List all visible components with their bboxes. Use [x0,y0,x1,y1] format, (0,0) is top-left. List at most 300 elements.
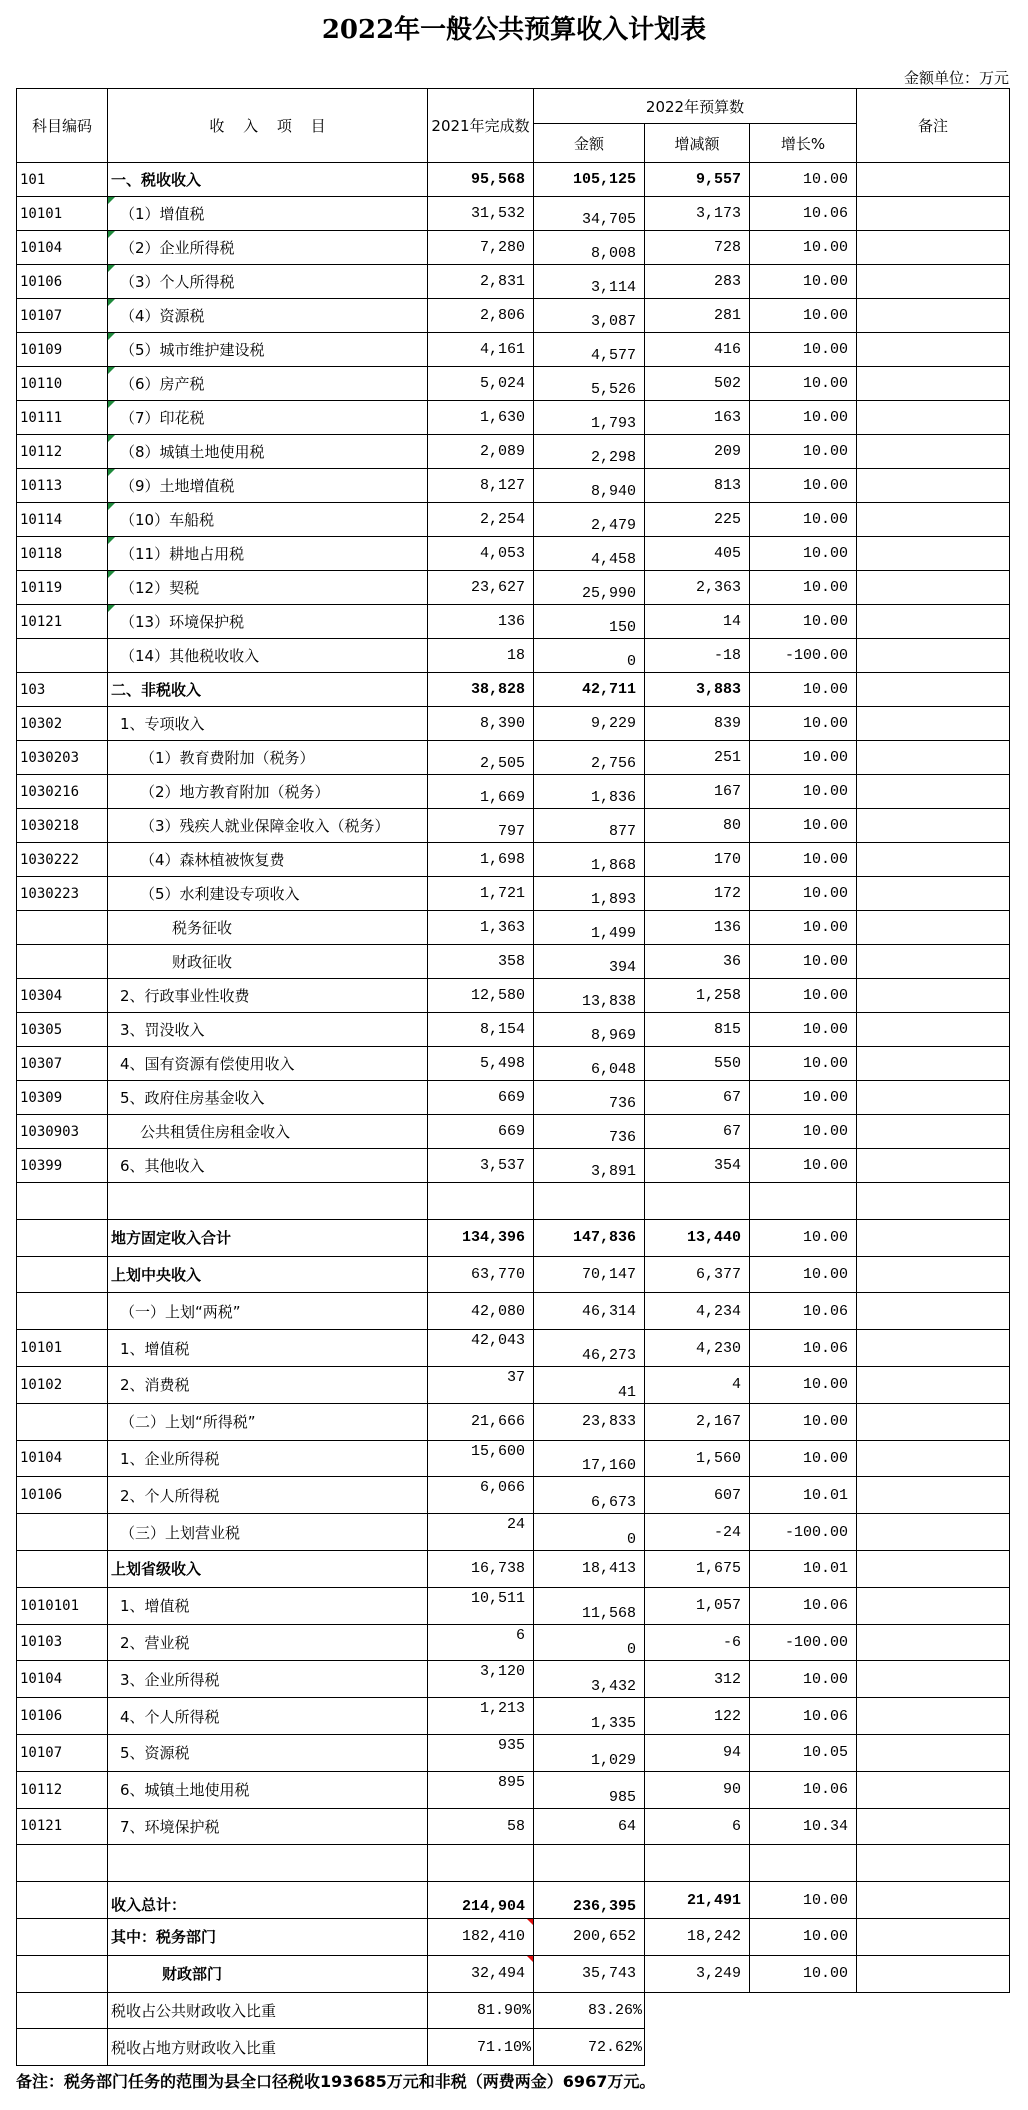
remark-cell [857,1882,1010,1919]
growth-rate-cell: 10.00 [750,1047,857,1081]
change-amount-cell: 416 [645,333,750,367]
change-amount-cell: 225 [645,503,750,537]
remark-cell [857,945,1010,979]
revenue-item-cell: 税收占公共财政收入比重 [108,1992,428,2029]
revenue-item-cell: （14）其他税收收入 [108,639,428,673]
actual-2021-cell: 4,161 [428,333,534,367]
table-row [17,673,1010,707]
table-row [17,333,1010,367]
remark-cell [857,163,1010,197]
remark-cell [857,843,1010,877]
budget-amount-cell: 3,432 [534,1661,645,1698]
budget-amount-cell: 0 [534,1624,645,1661]
subject-code-cell: 10113 [17,469,108,503]
actual-2021-cell: 2,505 [428,741,534,775]
table-row [17,639,1010,673]
growth-rate-cell: 10.00 [750,163,857,197]
table-row [17,1734,1010,1771]
remark-cell [857,911,1010,945]
change-amount-cell: 80 [645,809,750,843]
budget-amount-cell: 736 [534,1115,645,1149]
table-row [17,1550,1010,1587]
table-row [17,707,1010,741]
empty-cell [750,1845,857,1882]
subject-code-cell: 1030222 [17,843,108,877]
growth-rate-cell: 10.06 [750,1587,857,1624]
actual-2021-cell: 8,390 [428,707,534,741]
budget-amount-cell: 2,298 [534,435,645,469]
growth-rate-cell: 10.06 [750,1293,857,1330]
actual-2021-cell: 134,396 [428,1219,534,1256]
budget-amount-cell: 200,652 [534,1918,645,1955]
change-amount-cell: 67 [645,1081,750,1115]
subject-code-cell [17,1256,108,1293]
header-actual-2021: 2021年完成数 [428,89,534,163]
change-amount-cell: 3,249 [645,1955,750,1992]
actual-2021-cell: 95,568 [428,163,534,197]
change-amount-cell: 14 [645,605,750,639]
subject-code-cell [17,1514,108,1551]
budget-amount-cell: 4,458 [534,537,645,571]
actual-2021-cell: 5,498 [428,1047,534,1081]
table-row [17,2029,1010,2066]
change-amount-cell: 728 [645,231,750,265]
growth-rate-cell: 10.00 [750,843,857,877]
growth-rate-cell: 10.00 [750,469,857,503]
remark-cell [857,1587,1010,1624]
remark-cell [857,1115,1010,1149]
header-remark: 备注 [857,89,1010,163]
actual-2021-cell: 1,213 [428,1698,534,1735]
empty-cell [645,1845,750,1882]
budget-amount-cell: 1,836 [534,775,645,809]
budget-amount-cell: 1,499 [534,911,645,945]
table-body [17,163,1010,2066]
remark-cell [857,741,1010,775]
growth-rate-cell: 10.00 [750,741,857,775]
actual-2021-cell: 37 [428,1366,534,1403]
subject-code-cell [17,1882,108,1919]
growth-rate-cell: 10.00 [750,775,857,809]
budget-amount-cell: 1,029 [534,1734,645,1771]
actual-2021-cell: 58 [428,1808,534,1845]
remark-cell [857,1624,1010,1661]
table-row [17,945,1010,979]
revenue-item-cell: （5）水利建设专项收入 [108,877,428,911]
revenue-item-cell: （3）个人所得税 [108,265,428,299]
growth-rate-cell: -100.00 [750,1624,857,1661]
budget-amount-cell: 23,833 [534,1403,645,1440]
subject-code-cell [17,1219,108,1256]
remark-cell [857,1440,1010,1477]
subject-code-cell: 10107 [17,299,108,333]
growth-rate-cell: 10.01 [750,1550,857,1587]
table-row [17,1514,1010,1551]
revenue-item-cell: （13）环境保护税 [108,605,428,639]
budget-amount-cell: 0 [534,639,645,673]
growth-rate-cell: 10.00 [750,1149,857,1183]
growth-rate-cell: 10.00 [750,1882,857,1919]
remark-cell [857,1992,1010,2029]
actual-2021-cell: 895 [428,1771,534,1808]
subject-code-cell [17,1293,108,1330]
budget-amount-cell: 736 [534,1081,645,1115]
revenue-item-cell: 1、增值税 [108,1587,428,1624]
change-amount-cell: 21,491 [645,1882,750,1919]
subject-code-cell: 10302 [17,707,108,741]
growth-rate-cell: 10.00 [750,1256,857,1293]
change-amount-cell: 3,173 [645,197,750,231]
change-amount-cell: 136 [645,911,750,945]
revenue-item-cell: 税务征收 [108,911,428,945]
actual-2021-cell: 8,154 [428,1013,534,1047]
empty-cell [750,1183,857,1220]
growth-rate-cell: 10.00 [750,877,857,911]
revenue-item-cell: （一）上划“两税” [108,1293,428,1330]
table-row [17,435,1010,469]
table-row [17,1330,1010,1367]
table-row [17,911,1010,945]
growth-rate-cell: 10.00 [750,401,857,435]
actual-2021-cell: 16,738 [428,1550,534,1587]
actual-2021-cell: 1,363 [428,911,534,945]
table-row [17,1624,1010,1661]
subject-code-cell: 1030903 [17,1115,108,1149]
revenue-item-cell: 上划省级收入 [108,1550,428,1587]
actual-2021-cell: 935 [428,1734,534,1771]
change-amount-cell: 122 [645,1698,750,1735]
change-amount-cell: 1,675 [645,1550,750,1587]
remark-cell [857,1330,1010,1367]
subject-code-cell: 10307 [17,1047,108,1081]
growth-rate-cell: 10.00 [750,605,857,639]
subject-code-cell: 10101 [17,197,108,231]
remark-cell [857,1403,1010,1440]
revenue-item-cell: 地方固定收入合计 [108,1219,428,1256]
actual-2021-cell: 12,580 [428,979,534,1013]
table-row [17,1081,1010,1115]
revenue-item-cell: （9）土地增值税 [108,469,428,503]
growth-rate-cell: 10.00 [750,911,857,945]
remark-cell [857,469,1010,503]
growth-rate-cell: 10.06 [750,1330,857,1367]
revenue-item-cell: 2、行政事业性收费 [108,979,428,1013]
revenue-item-cell: 2、营业税 [108,1624,428,1661]
change-amount-cell: 354 [645,1149,750,1183]
actual-2021-cell: 2,806 [428,299,534,333]
budget-amount-cell: 2,479 [534,503,645,537]
revenue-item-cell: （6）房产税 [108,367,428,401]
revenue-item-cell: 2、个人所得税 [108,1477,428,1514]
remark-cell [857,1918,1010,1955]
table-row [17,1698,1010,1735]
table-row [17,1918,1010,1955]
subject-code-cell: 10121 [17,605,108,639]
growth-rate-cell: 10.00 [750,673,857,707]
actual-2021-cell: 2,254 [428,503,534,537]
change-amount-cell: 170 [645,843,750,877]
table-row [17,877,1010,911]
budget-amount-cell: 9,229 [534,707,645,741]
subject-code-cell: 10304 [17,979,108,1013]
table-row [17,469,1010,503]
actual-2021-cell: 3,537 [428,1149,534,1183]
subject-code-cell: 1030203 [17,741,108,775]
growth-rate-cell: 10.00 [750,1219,857,1256]
remark-cell [857,197,1010,231]
growth-rate-cell: 10.00 [750,809,857,843]
budget-amount-cell: 6,048 [534,1047,645,1081]
change-amount-cell: 9,557 [645,163,750,197]
change-amount-cell: -24 [645,1514,750,1551]
header-growth: 增长% [750,124,857,163]
subject-code-cell: 10119 [17,571,108,605]
table-row [17,1771,1010,1808]
table-row [17,1661,1010,1698]
table-row [17,1013,1010,1047]
remark-cell [857,231,1010,265]
actual-2021-cell: 669 [428,1081,534,1115]
actual-2021-cell: 136 [428,605,534,639]
growth-rate-cell: 10.01 [750,1477,857,1514]
growth-rate-cell: 10.00 [750,1661,857,1698]
revenue-item-cell: （4）资源税 [108,299,428,333]
budget-amount-cell: 70,147 [534,1256,645,1293]
table-row [17,1293,1010,1330]
growth-rate-cell: 10.00 [750,1115,857,1149]
budget-amount-cell: 1,335 [534,1698,645,1735]
change-amount-cell: 281 [645,299,750,333]
revenue-item-cell: 财政征收 [108,945,428,979]
table-row [17,1992,1010,2029]
change-amount-cell: 36 [645,945,750,979]
growth-rate-cell [750,1992,857,2029]
table-row [17,537,1010,571]
actual-2021-cell: 1,630 [428,401,534,435]
actual-2021-cell: 15,600 [428,1440,534,1477]
empty-cell [645,1183,750,1220]
revenue-item-cell: 5、政府住房基金收入 [108,1081,428,1115]
actual-2021-cell: 32,494 [428,1955,534,1992]
budget-amount-cell: 8,940 [534,469,645,503]
actual-2021-cell: 4,053 [428,537,534,571]
change-amount-cell [645,2029,750,2066]
actual-2021-cell: 42,080 [428,1293,534,1330]
table-header [17,89,1010,163]
budget-amount-cell: 83.26% [534,1992,645,2029]
change-amount-cell: 312 [645,1661,750,1698]
budget-amount-cell: 877 [534,809,645,843]
change-amount-cell: 607 [645,1477,750,1514]
table-row [17,775,1010,809]
budget-amount-cell: 42,711 [534,673,645,707]
revenue-item-cell: 6、城镇土地使用税 [108,1771,428,1808]
actual-2021-cell: 42,043 [428,1330,534,1367]
budget-amount-cell: 72.62% [534,2029,645,2066]
actual-2021-cell: 7,280 [428,231,534,265]
remark-cell [857,605,1010,639]
remark-cell [857,1219,1010,1256]
revenue-item-cell: 3、企业所得税 [108,1661,428,1698]
change-amount-cell: 1,258 [645,979,750,1013]
remark-cell [857,571,1010,605]
budget-amount-cell: 5,526 [534,367,645,401]
actual-2021-cell: 6,066 [428,1477,534,1514]
header-row [17,89,1010,124]
growth-rate-cell: -100.00 [750,1514,857,1551]
change-amount-cell: 4,234 [645,1293,750,1330]
change-amount-cell: 94 [645,1734,750,1771]
table-row [17,1219,1010,1256]
revenue-item-cell: 收入总计： [108,1882,428,1919]
budget-amount-cell: 1,868 [534,843,645,877]
subject-code-cell: 10309 [17,1081,108,1115]
actual-2021-cell: 214,904 [428,1882,534,1919]
change-amount-cell: 405 [645,537,750,571]
empty-cell [17,1845,108,1882]
budget-amount-cell: 25,990 [534,571,645,605]
revenue-item-cell: （2）地方教育附加（税务） [108,775,428,809]
subject-code-cell: 10106 [17,1477,108,1514]
revenue-item-cell: 二、非税收入 [108,673,428,707]
remark-cell [857,401,1010,435]
budget-amount-cell: 41 [534,1366,645,1403]
report-title: 2022年一般公共预算收入计划表 [321,15,707,45]
actual-2021-cell: 6 [428,1624,534,1661]
budget-amount-cell: 6,673 [534,1477,645,1514]
growth-rate-cell: 10.06 [750,1771,857,1808]
budget-amount-cell: 394 [534,945,645,979]
budget-amount-cell: 3,891 [534,1149,645,1183]
revenue-item-cell: （3）残疾人就业保障金收入（税务） [108,809,428,843]
change-amount-cell: 90 [645,1771,750,1808]
budget-amount-cell: 985 [534,1771,645,1808]
subject-code-cell [17,1992,108,2029]
change-amount-cell: 813 [645,469,750,503]
growth-rate-cell: 10.00 [750,435,857,469]
budget-amount-cell: 105,125 [534,163,645,197]
table-row [17,197,1010,231]
actual-2021-cell: 81.90% [428,1992,534,2029]
actual-2021-cell: 3,120 [428,1661,534,1698]
subject-code-cell [17,1403,108,1440]
remark-cell [857,877,1010,911]
actual-2021-cell: 63,770 [428,1256,534,1293]
revenue-item-cell: （11）耕地占用税 [108,537,428,571]
table-row [17,605,1010,639]
remark-cell [857,1149,1010,1183]
revenue-item-cell: 2、消费税 [108,1366,428,1403]
table-row [17,843,1010,877]
subject-code-cell: 101 [17,163,108,197]
header-budget-2022: 2022年预算数 [534,89,857,124]
remark-cell [857,1047,1010,1081]
budget-amount-cell: 3,114 [534,265,645,299]
budget-amount-cell: 46,314 [534,1293,645,1330]
actual-2021-cell: 182,410 [428,1918,534,1955]
remark-cell [857,1293,1010,1330]
growth-rate-cell: 10.00 [750,503,857,537]
revenue-item-cell: （二）上划“所得税” [108,1403,428,1440]
empty-cell [17,1183,108,1220]
growth-rate-cell: 10.00 [750,1081,857,1115]
actual-2021-cell: 358 [428,945,534,979]
remark-cell [857,1771,1010,1808]
revenue-item-cell: （三）上划营业税 [108,1514,428,1551]
change-amount-cell: -6 [645,1624,750,1661]
budget-amount-cell: 64 [534,1808,645,1845]
change-amount-cell: 550 [645,1047,750,1081]
change-amount-cell: 4,230 [645,1330,750,1367]
table-row [17,1440,1010,1477]
growth-rate-cell: 10.06 [750,197,857,231]
actual-2021-cell: 8,127 [428,469,534,503]
actual-2021-cell: 669 [428,1115,534,1149]
revenue-item-cell: 1、企业所得税 [108,1440,428,1477]
change-amount-cell: 6,377 [645,1256,750,1293]
growth-rate-cell: 10.00 [750,1013,857,1047]
revenue-item-cell: （7）印花税 [108,401,428,435]
actual-2021-cell: 1,669 [428,775,534,809]
revenue-item-cell: （4）森林植被恢复费 [108,843,428,877]
growth-rate-cell: 10.00 [750,1366,857,1403]
actual-2021-cell: 31,532 [428,197,534,231]
table-row [17,1366,1010,1403]
empty-cell [108,1845,428,1882]
budget-amount-cell: 147,836 [534,1219,645,1256]
subject-code-cell: 10305 [17,1013,108,1047]
remark-cell [857,503,1010,537]
remark-cell [857,1550,1010,1587]
budget-amount-cell: 35,743 [534,1955,645,1992]
subject-code-cell [17,911,108,945]
subject-code-cell [17,1550,108,1587]
remark-cell [857,1366,1010,1403]
table-row [17,1149,1010,1183]
change-amount-cell: 815 [645,1013,750,1047]
subject-code-cell [17,2029,108,2066]
revenue-item-cell: 税收占地方财政收入比重 [108,2029,428,2066]
change-amount-cell: 2,167 [645,1403,750,1440]
revenue-item-cell: 公共租赁住房租金收入 [108,1115,428,1149]
subject-code-cell: 10118 [17,537,108,571]
revenue-item-cell: 1、增值税 [108,1330,428,1367]
change-amount-cell: 502 [645,367,750,401]
table-row [17,367,1010,401]
change-amount-cell: 839 [645,707,750,741]
remark-cell [857,673,1010,707]
growth-rate-cell: 10.00 [750,265,857,299]
change-amount-cell: 6 [645,1808,750,1845]
header-subject-code: 科目编码 [17,89,108,163]
remark-cell [857,707,1010,741]
table-row [17,1808,1010,1845]
growth-rate-cell: 10.00 [750,571,857,605]
growth-rate-cell: 10.00 [750,1440,857,1477]
revenue-item-cell: 其中：税务部门 [108,1918,428,1955]
remark-cell [857,1081,1010,1115]
empty-cell [108,1183,428,1220]
subject-code-cell: 10112 [17,435,108,469]
growth-rate-cell: 10.00 [750,299,857,333]
change-amount-cell: 251 [645,741,750,775]
growth-rate-cell: 10.00 [750,1403,857,1440]
growth-rate-cell: 10.00 [750,367,857,401]
subject-code-cell: 10111 [17,401,108,435]
revenue-item-cell: 5、资源税 [108,1734,428,1771]
subject-code-cell [17,1918,108,1955]
change-amount-cell: 2,363 [645,571,750,605]
